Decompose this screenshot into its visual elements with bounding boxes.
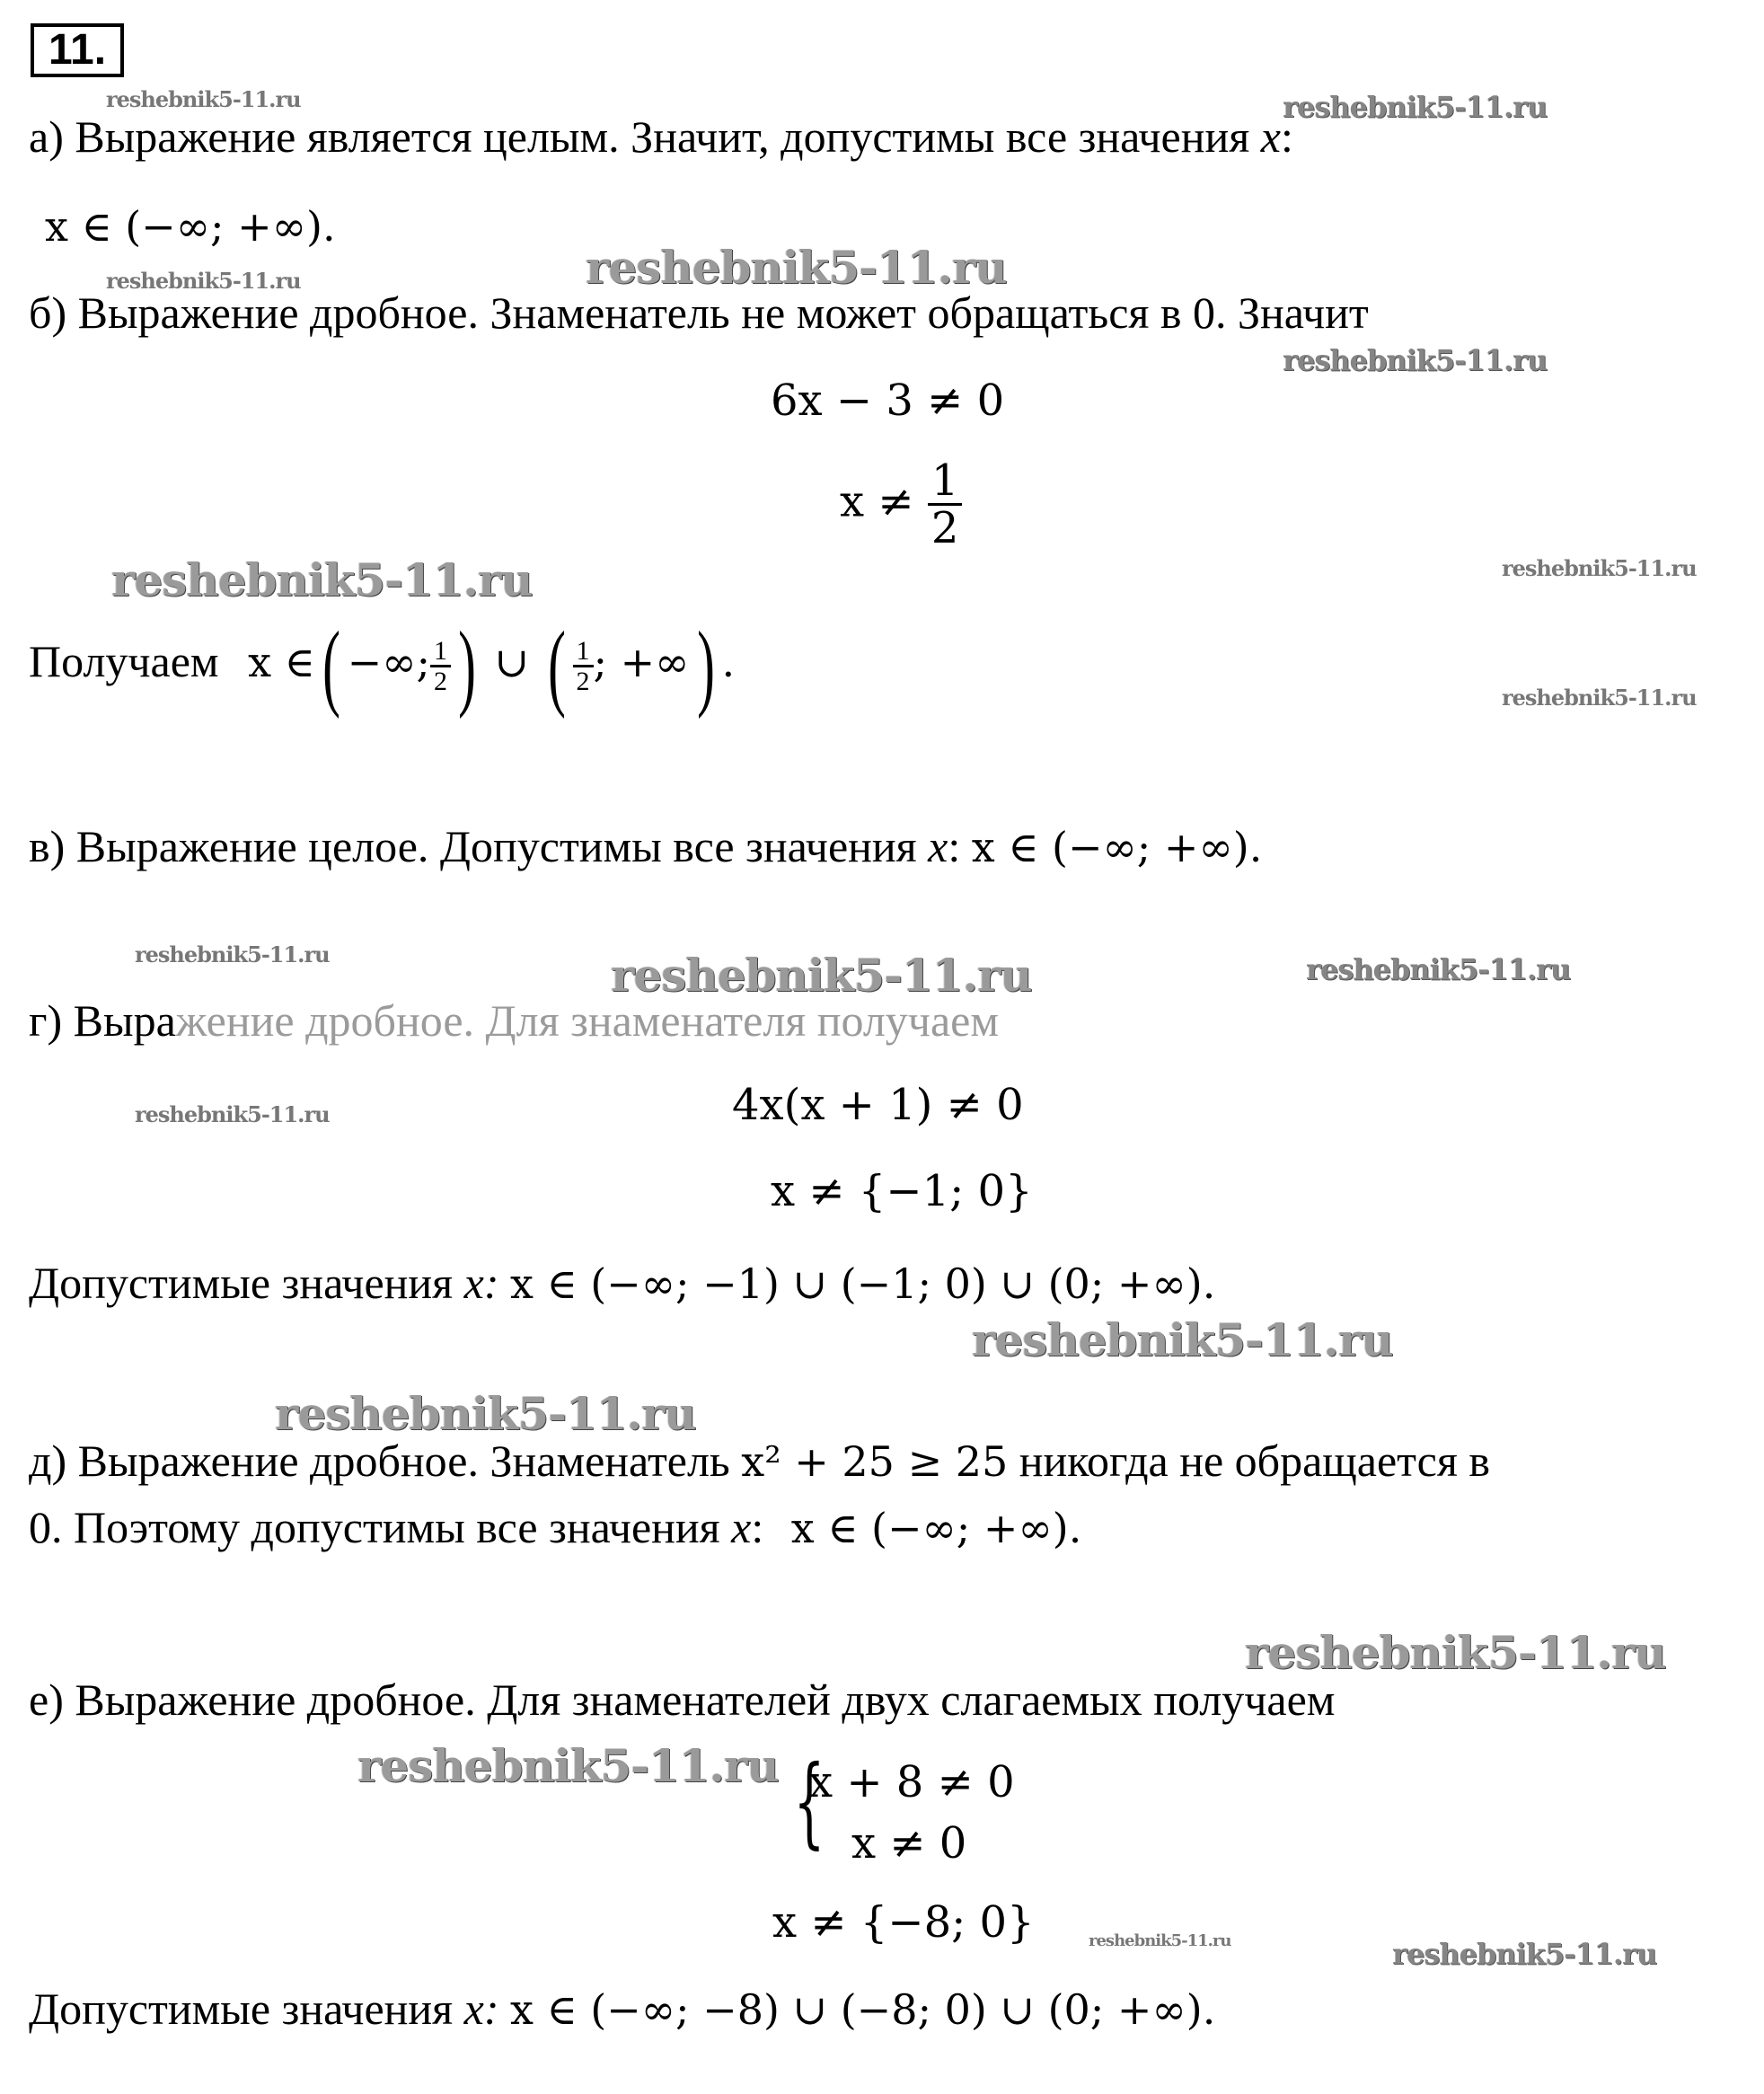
watermark: reshebnik5-11.ru bbox=[1245, 1626, 1666, 1679]
x-element-of: x ∈ bbox=[248, 638, 315, 686]
part-e-answer bbox=[29, 1982, 1215, 2037]
part-g-statement bbox=[29, 994, 999, 1047]
fraction-one-half bbox=[573, 637, 594, 696]
answer-label: Допустимые значения bbox=[29, 1258, 464, 1308]
colon: : bbox=[948, 821, 972, 871]
fraction-denominator: 2 bbox=[434, 667, 448, 697]
left-paren: ( bbox=[547, 612, 566, 720]
variable-x: x bbox=[731, 1502, 752, 1552]
part-v-statement bbox=[29, 819, 1262, 874]
part-v-answer: x ∈ (−∞; +∞). bbox=[971, 823, 1263, 871]
watermark: reshebnik5-11.ru bbox=[1306, 952, 1571, 986]
part-b-equation-1: 6x − 3 ≠ 0 bbox=[771, 376, 1005, 426]
part-d-answer: x ∈ (−∞; +∞). bbox=[790, 1504, 1082, 1552]
left-paren: ( bbox=[322, 612, 340, 720]
system-brace: { bbox=[793, 1744, 825, 1859]
fraction-denominator: 2 bbox=[931, 503, 959, 554]
watermark: reshebnik5-11.ru bbox=[135, 1101, 330, 1127]
plus-infinity: ; +∞ bbox=[593, 638, 690, 686]
answer-label: Допустимые значения bbox=[29, 1984, 464, 2034]
part-a-statement bbox=[29, 110, 1293, 163]
part-d-text-continued: никогда не обращается в bbox=[1008, 1436, 1490, 1486]
denominator-expression: x² + 25 ≥ 25 bbox=[741, 1437, 1009, 1486]
part-a-answer: x ∈ (−∞; +∞). bbox=[45, 202, 336, 251]
watermark: reshebnik5-11.ru bbox=[1502, 685, 1697, 711]
watermark: reshebnik5-11.ru bbox=[275, 1387, 696, 1440]
watermark: reshebnik5-11.ru bbox=[1392, 1937, 1657, 1971]
part-d-statement bbox=[29, 1434, 1490, 1489]
part-b-equation-2 bbox=[840, 455, 962, 554]
colon: : bbox=[751, 1502, 764, 1552]
system-line-2: x ≠ 0 bbox=[851, 1818, 967, 1869]
watermark: reshebnik5-11.ru bbox=[106, 86, 301, 112]
part-e-equation: x ≠ {−8; 0} bbox=[772, 1897, 1035, 1948]
colon: : bbox=[1280, 111, 1293, 162]
part-g-equation-2: x ≠ {−1; 0} bbox=[771, 1166, 1033, 1216]
answer-set: x ∈ (−∞; −1) ∪ (−1; 0) ∪ (0; +∞). bbox=[510, 1259, 1216, 1308]
watermark: reshebnik5-11.ru bbox=[972, 1313, 1393, 1366]
right-paren: ) bbox=[696, 612, 715, 720]
part-g-answer bbox=[29, 1256, 1215, 1311]
answer-label: Получаем bbox=[29, 636, 219, 686]
answer-set: x ∈ (−∞; −8) ∪ (−8; 0) ∪ (0; +∞). bbox=[510, 1985, 1216, 2034]
watermark: reshebnik5-11.ru bbox=[611, 949, 1032, 1002]
variable-x: x: bbox=[463, 1258, 499, 1308]
part-g-faded-text: жение дробное. Для знаменателя получаем bbox=[175, 995, 999, 1046]
variable-x: x: bbox=[463, 1984, 499, 2034]
fraction-numerator: 1 bbox=[573, 637, 594, 668]
period: . bbox=[721, 638, 736, 686]
minus-infinity: −∞; bbox=[347, 638, 431, 686]
fraction-numerator: 1 bbox=[928, 458, 963, 506]
watermark: reshebnik5-11.ru bbox=[106, 268, 301, 294]
watermark: reshebnik5-11.ru bbox=[586, 241, 1007, 294]
part-e-statement: е) Выражение дробное. Для знаменателей двух слагаемых получаем bbox=[29, 1674, 1336, 1725]
part-v-text: в) Выражение целое. Допустимы все значения bbox=[29, 821, 929, 871]
watermark: reshebnik5-11.ru bbox=[135, 941, 330, 967]
fraction-one-half bbox=[430, 637, 451, 696]
union-sign: ∪ bbox=[494, 638, 530, 686]
fraction-denominator: 2 bbox=[576, 667, 590, 697]
part-b-answer bbox=[29, 612, 736, 720]
variable-x: x bbox=[928, 821, 948, 871]
right-paren: ) bbox=[458, 612, 476, 720]
part-g-equation-1: 4x(x + 1) ≠ 0 bbox=[732, 1080, 1024, 1130]
part-g-text: г) Выра bbox=[29, 995, 176, 1046]
fraction-one-half bbox=[928, 455, 963, 554]
part-b-statement: б) Выражение дробное. Знаменатель не может обращаться в 0. Значит bbox=[29, 287, 1369, 338]
watermark: reshebnik5-11.ru bbox=[357, 1739, 779, 1792]
variable-x: x bbox=[1260, 111, 1281, 162]
part-d-statement-line-2 bbox=[29, 1500, 1081, 1555]
watermark: reshebnik5-11.ru bbox=[1089, 1931, 1231, 1950]
part-d-text: д) Выражение дробное. Знаменатель bbox=[29, 1436, 742, 1486]
fraction-numerator: 1 bbox=[430, 637, 451, 668]
watermark: reshebnik5-11.ru bbox=[1502, 555, 1697, 581]
watermark: reshebnik5-11.ru bbox=[1283, 343, 1548, 377]
x-not-equal: x ≠ bbox=[840, 476, 914, 527]
part-a-text: а) Выражение является целым. Значит, допустимы все значения bbox=[29, 111, 1261, 162]
problem-number: 11. bbox=[31, 23, 124, 77]
part-d-text: 0. Поэтому допустимы все значения bbox=[29, 1502, 732, 1552]
watermark: reshebnik5-11.ru bbox=[111, 553, 533, 606]
system-line-1: x + 8 ≠ 0 bbox=[808, 1757, 1015, 1807]
watermark: reshebnik5-11.ru bbox=[1283, 90, 1548, 124]
